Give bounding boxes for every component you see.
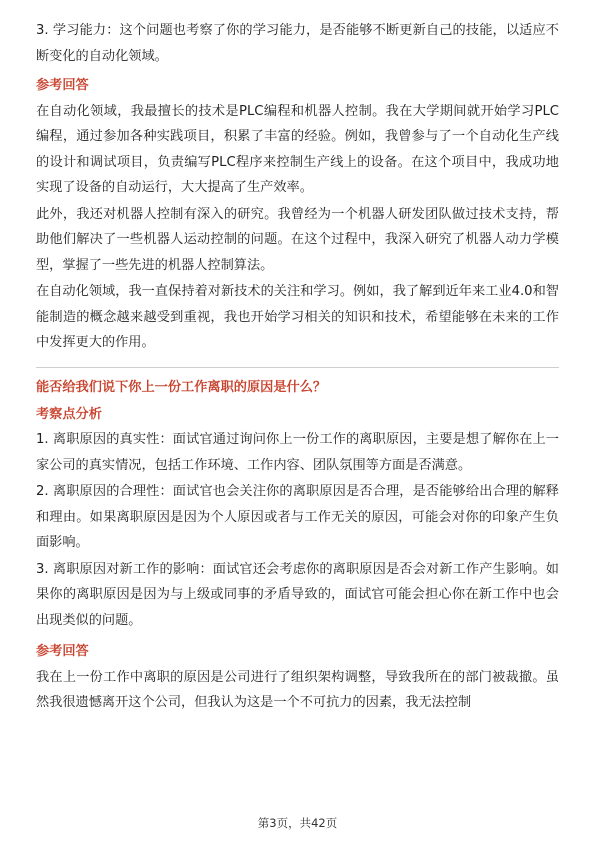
- reference-answer-heading: 参考回答: [36, 78, 89, 93]
- answer-paragraph: 此外，我还对机器人控制有深入的研究。我曾经为一个机器人研发团队做过技术支持，帮助他们解决了一些机器人运动控制的问题。在这个过程中，我深入研究了机器人动力学模型，掌握了一些先进的机器人控制算法。: [36, 206, 559, 273]
- answer-paragraph: 我在上一份工作中离职的原因是公司进行了组织架构调整，导致我所在的部门被裁撤。虽然我很遗憾离开这个公司，但我认为这是一个不可抗力的因素，我无法控制: [36, 669, 559, 710]
- interview-question: 能否给我们说下你上一份工作离职的原因是什么？: [36, 379, 327, 395]
- answer-paragraph: 在自动化领域，我最擅长的技术是PLC编程和机器人控制。我在大学期间就开始学习PLC编程，通过参加各种实践项目，积累了丰富的经验。例如，我曾参与了一个自动化生产线的设计和调试项目，负责编写PLC程序来控制生产线上的设备。在这个项目中，我成功地实现了设备的自动运行，大大提高了生产效率。: [36, 103, 559, 195]
- answer-paragraph: 在自动化领域，我一直保持着对新技术的关注和学习。例如，我了解到近年来工业4.0和智能制造的概念越来越受到重视，我也开始学习相关的知识和技术，希望能够在未来的工作中发挥更大的作用。: [36, 284, 559, 350]
- page-number: 第3页，共42页: [257, 816, 338, 830]
- analysis-point: 3. 离职原因对新工作的影响：面试官还会考虑你的离职原因是否会对新工作产生影响。如果你的离职原因是因为与上级或同事的矛盾导致的，面试官可能会担心你在新工作中也会出现类似的问题。: [36, 561, 559, 628]
- analysis-point: 2. 离职原因的合理性：面试官也会关注你的离职原因是否合理，是否能够给出合理的解释和理由。如果离职原因是因为个人原因或者与工作无关的原因，可能会对你的印象产生负面影响。: [36, 484, 559, 550]
- analysis-point: 1. 离职原因的真实性：面试官通过询问你上一份工作的离职原因，主要是想了解你在上一家公司的真实情况，包括工作环境、工作内容、团队氛围等方面是否满意。: [36, 432, 559, 473]
- section-divider: [36, 367, 559, 368]
- reference-answer-heading: 参考回答: [36, 644, 89, 659]
- learning-ability-point: 3. 学习能力：这个问题也考察了你的学习能力，是否能够不断更新自己的技能，以适应不断变化的自动化领域。: [36, 23, 559, 64]
- page-content: [36, 18, 559, 717]
- analysis-heading: 考察点分析: [36, 406, 102, 422]
